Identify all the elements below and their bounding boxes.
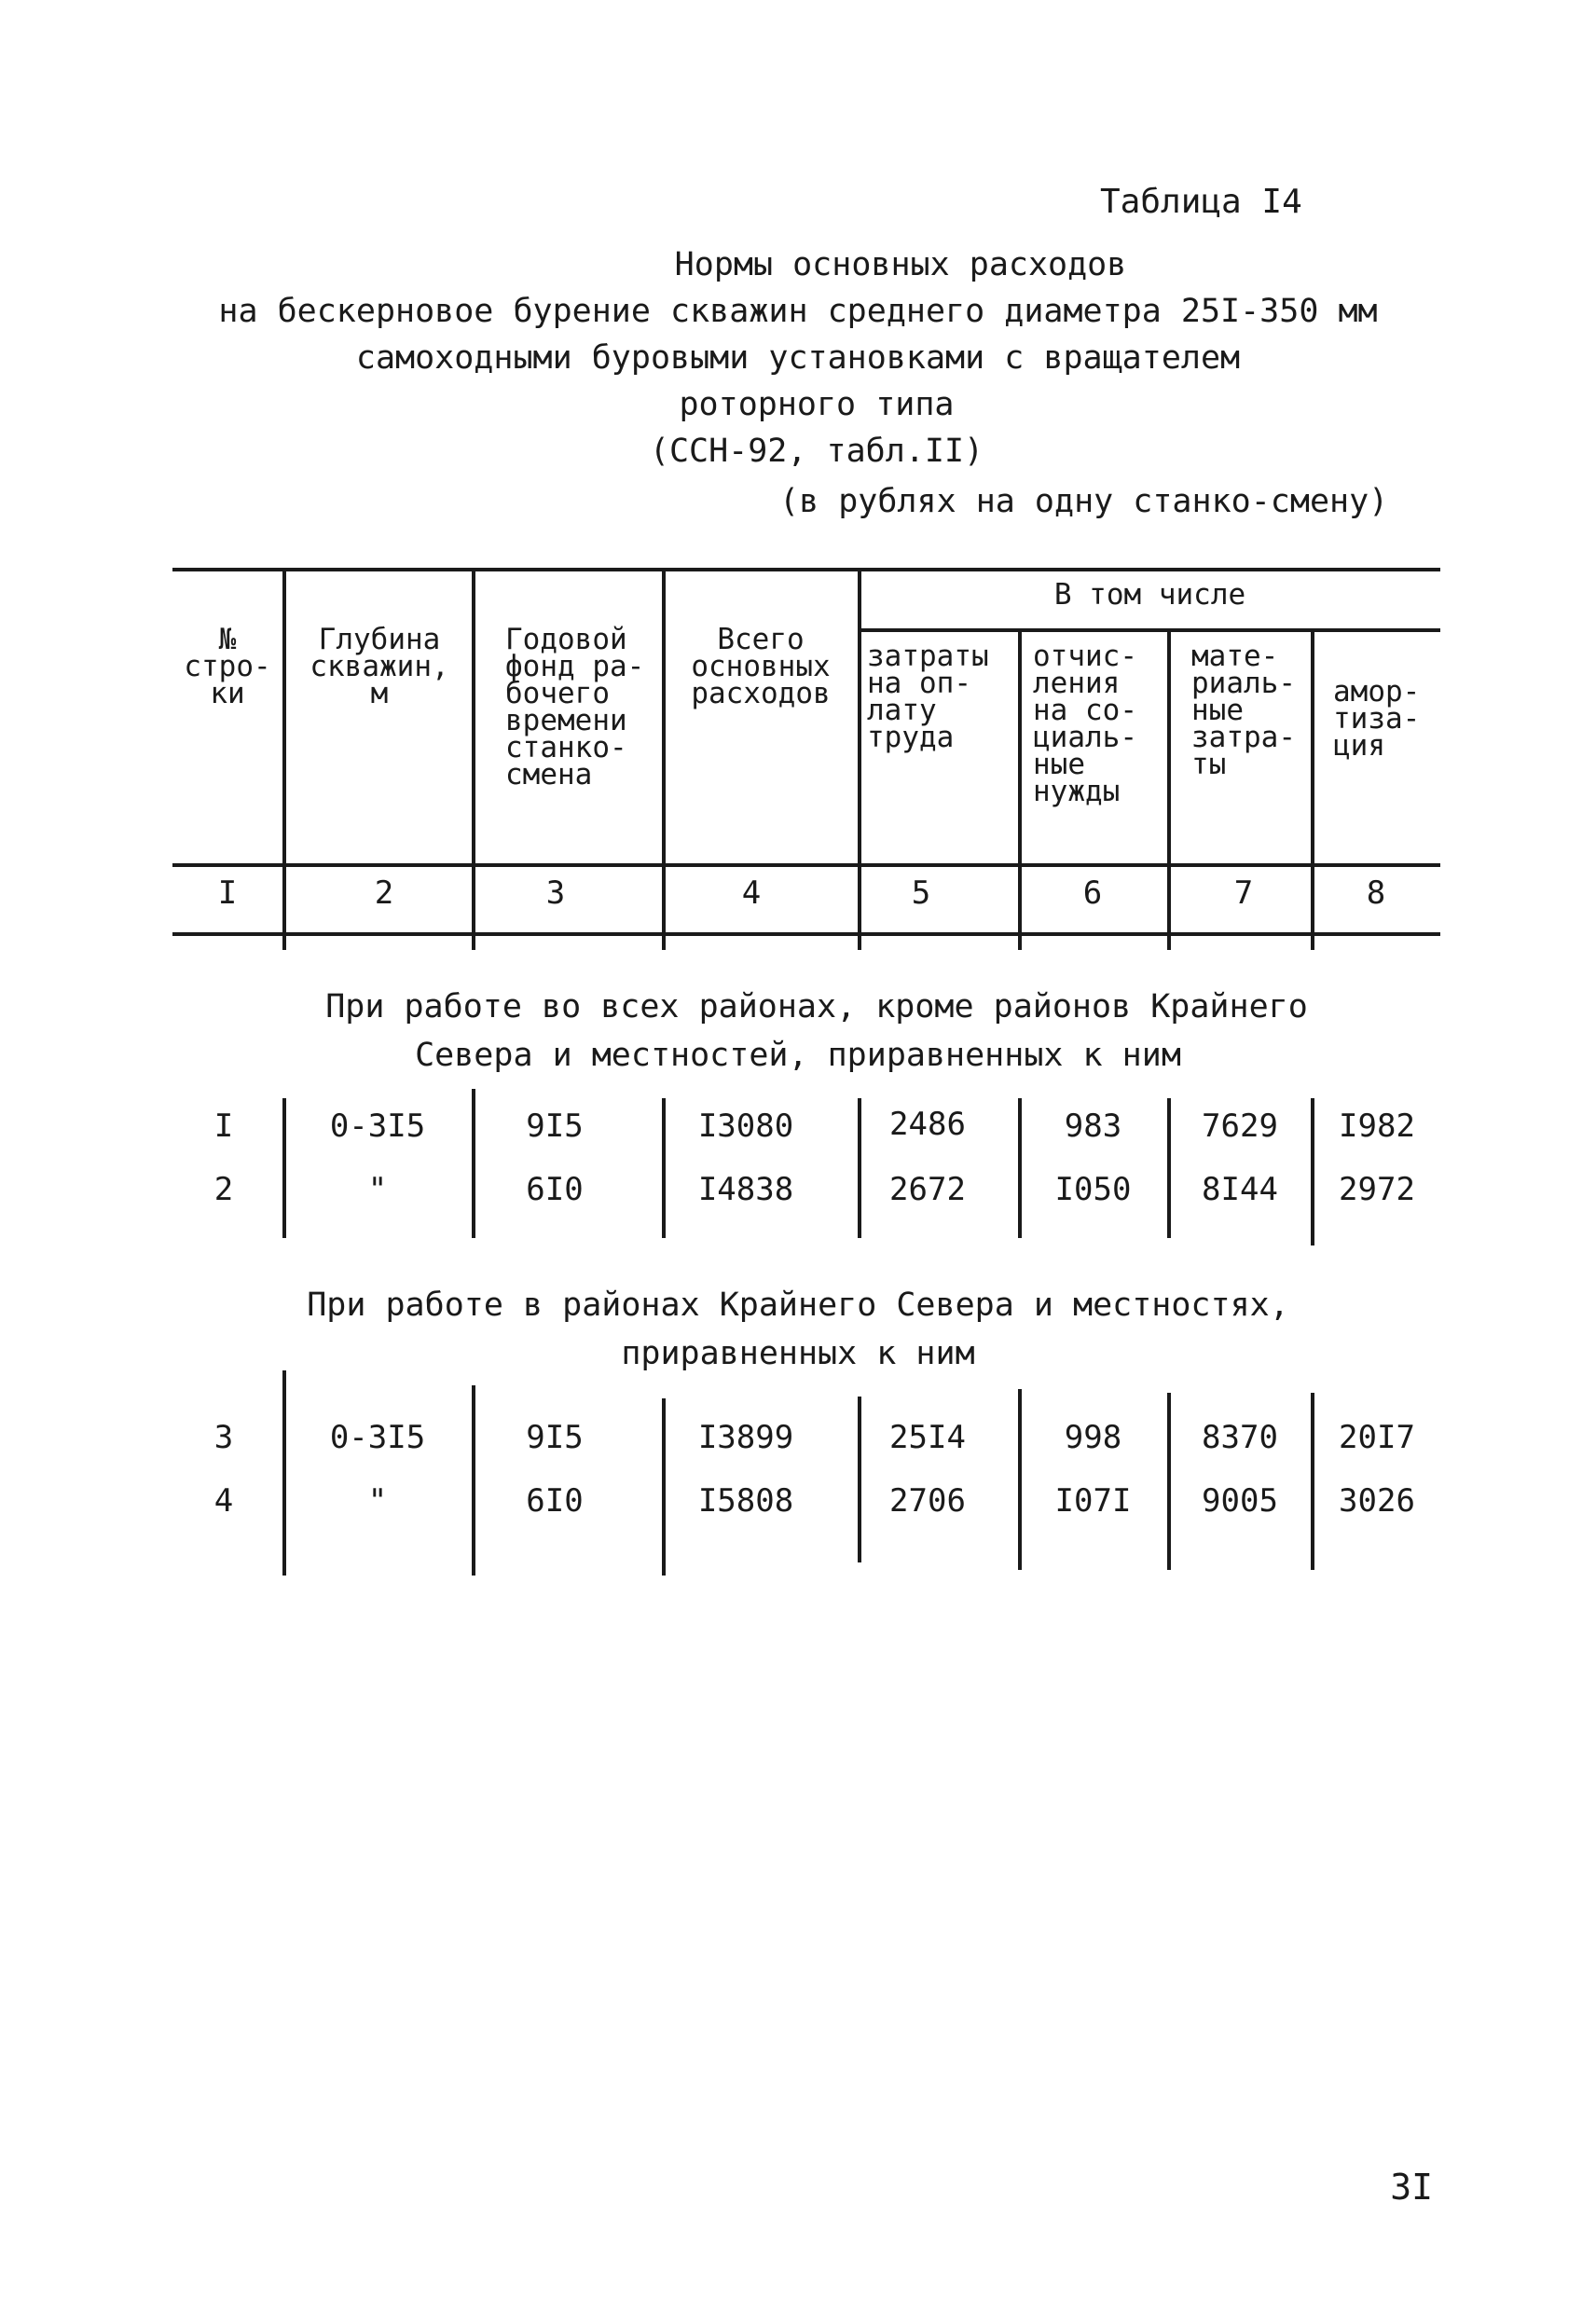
cell-annual-fund: 9I5 <box>526 1108 584 1145</box>
cell-depth: 0-3I5 <box>329 1108 426 1145</box>
units-note: (в рублях на одну станко-смену) <box>779 483 1389 520</box>
cell-amortization: 3026 <box>1339 1482 1415 1520</box>
title-line-3: самоходными буровыми установками с вращателем <box>355 339 1241 377</box>
cell-labor: 2672 <box>889 1171 966 1208</box>
cell-social: I07I <box>1054 1482 1132 1520</box>
section-divider <box>282 1370 286 1576</box>
title-line-5: (ССН-92, табл.II) <box>649 433 984 470</box>
page-number: 3I <box>1390 2167 1433 2208</box>
section-divider <box>662 1098 666 1238</box>
header-col-row-number: № стро- ки <box>184 623 271 710</box>
section-divider <box>1311 1098 1314 1245</box>
column-number: 8 <box>1366 874 1386 912</box>
cell-total: I5808 <box>697 1482 794 1520</box>
section-title-line-1: При работе в районах Крайнего Севера и местностях, <box>307 1287 1289 1324</box>
cell-row-number: 2 <box>213 1171 234 1208</box>
header-bottom-rule <box>172 863 1440 867</box>
header-divider-1 <box>282 568 286 950</box>
column-number: 5 <box>911 874 931 912</box>
section-title-line-2: приравненных к ним <box>621 1335 975 1372</box>
cell-social: I050 <box>1054 1171 1132 1208</box>
section-divider <box>662 1398 666 1576</box>
section-divider <box>1167 1393 1171 1570</box>
cell-depth: 0-3I5 <box>329 1419 426 1456</box>
title-line-2: на бескерновое бурение скважин среднего диаметра 25I-350 мм <box>218 293 1378 330</box>
cell-social: 998 <box>1064 1419 1122 1456</box>
column-number: I <box>217 874 238 912</box>
section-title-line-1: При работе во всех районах, кроме районов Крайнего <box>325 988 1308 1025</box>
section-divider <box>1167 1098 1171 1238</box>
section-divider <box>282 1098 286 1238</box>
section-divider <box>472 1089 475 1238</box>
cell-annual-fund: 6I0 <box>526 1482 584 1520</box>
column-number: 4 <box>741 874 762 912</box>
header-divider-7 <box>1311 630 1314 950</box>
header-col-amortization: амор- тиза- ция <box>1333 675 1421 763</box>
cell-amortization: 20I7 <box>1339 1419 1415 1456</box>
cell-amortization: I982 <box>1339 1108 1415 1145</box>
section-divider <box>1018 1098 1022 1238</box>
header-col-depth: Глубина скважин, м <box>310 623 449 710</box>
section-divider <box>472 1385 475 1576</box>
cell-total: I3899 <box>697 1419 794 1456</box>
cell-annual-fund: 9I5 <box>526 1419 584 1456</box>
header-col-materials: мате- риаль- ные затра- ты <box>1191 640 1296 781</box>
cell-depth: " <box>367 1482 388 1520</box>
section-divider <box>1018 1389 1022 1570</box>
section-divider <box>858 1397 861 1562</box>
column-numbers-rule <box>172 932 1440 936</box>
column-number: 2 <box>374 874 394 912</box>
column-number: 7 <box>1233 874 1254 912</box>
cell-labor: 2486 <box>889 1106 966 1143</box>
cell-materials: 8I44 <box>1202 1171 1278 1208</box>
section-divider <box>858 1098 861 1238</box>
table-top-rule <box>172 568 1440 571</box>
cell-materials: 9005 <box>1202 1482 1278 1520</box>
header-divider-6 <box>1167 630 1171 950</box>
cell-materials: 8370 <box>1202 1419 1278 1456</box>
header-divider-2 <box>472 568 475 950</box>
header-divider-5 <box>1018 630 1022 950</box>
cell-depth: " <box>367 1171 388 1208</box>
header-col-social: отчис- ления на со- циаль- ные нужды <box>1033 640 1137 808</box>
header-divider-4 <box>858 568 861 950</box>
header-col-annual-fund: Годовой фонд ра- бочего времени станко- смена <box>505 623 645 791</box>
cell-annual-fund: 6I0 <box>526 1171 584 1208</box>
column-number: 3 <box>545 874 566 912</box>
cell-total: I4838 <box>697 1171 794 1208</box>
cell-row-number: I <box>213 1108 234 1145</box>
cell-materials: 7629 <box>1202 1108 1278 1145</box>
header-col-labor: затраты на оп- лату труда <box>867 640 989 754</box>
cell-row-number: 3 <box>213 1419 234 1456</box>
header-divider-3 <box>662 568 666 950</box>
section-divider <box>1311 1393 1314 1570</box>
table-label: Таблица I4 <box>1100 183 1302 221</box>
cell-total: I3080 <box>697 1108 794 1145</box>
cell-labor: 2706 <box>889 1482 966 1520</box>
cell-social: 983 <box>1064 1108 1122 1145</box>
cell-labor: 25I4 <box>889 1419 966 1456</box>
group-rule <box>860 628 1440 632</box>
cell-amortization: 2972 <box>1339 1171 1415 1208</box>
column-number: 6 <box>1082 874 1103 912</box>
title-line-4: роторного типа <box>679 386 955 423</box>
cell-row-number: 4 <box>213 1482 234 1520</box>
header-group-including: В том числе <box>1053 578 1246 612</box>
header-col-total: Всего основных расходов <box>691 623 831 710</box>
title-line-1: Нормы основных расходов <box>674 246 1127 283</box>
section-title-line-2: Севера и местностей, приравненных к ним <box>415 1037 1181 1074</box>
